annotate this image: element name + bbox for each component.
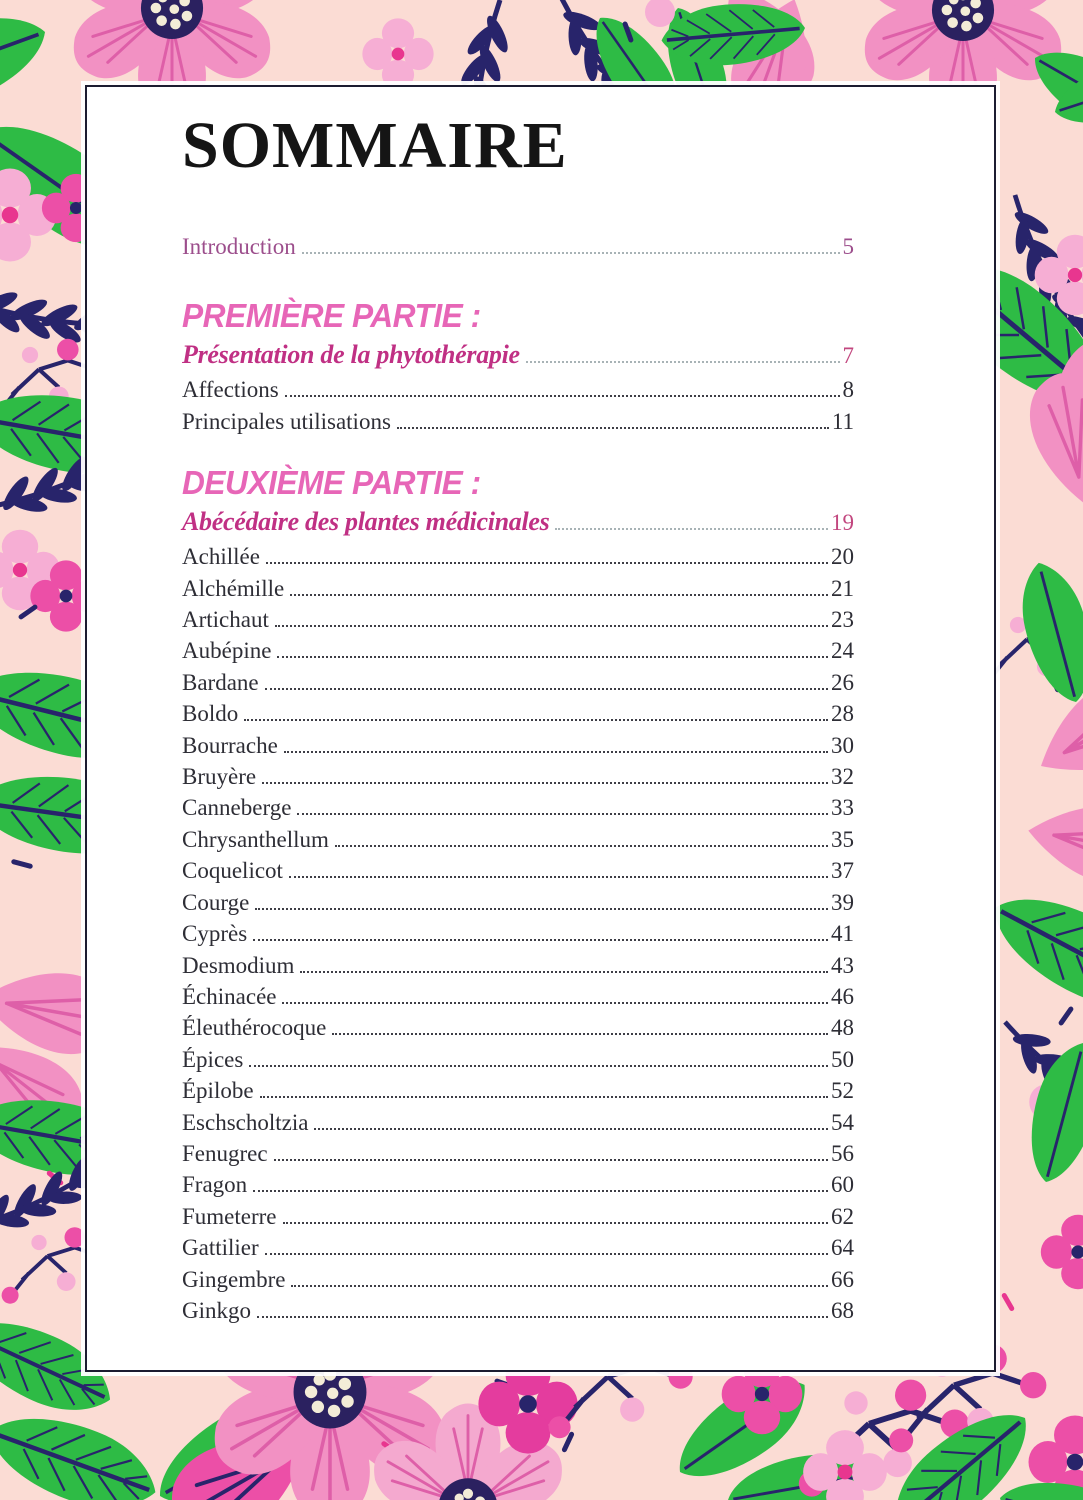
toc-row <box>182 374 854 405</box>
toc-leader-dots <box>526 361 840 363</box>
toc-page-number: 30 <box>831 732 854 758</box>
toc-page-number: 24 <box>831 638 854 664</box>
toc-leader-dots <box>314 1128 828 1130</box>
toc-entry-label: Alchémille <box>182 575 285 601</box>
toc-entry-label: Affections <box>182 377 279 403</box>
toc-leader-dots <box>260 1096 828 1098</box>
toc-row <box>182 667 854 698</box>
toc-leader-dots <box>275 625 828 627</box>
toc-leader-dots <box>335 845 828 847</box>
toc-row <box>182 855 854 886</box>
toc-page-number: 20 <box>831 544 854 570</box>
toc-entry-label: Éleuthérocoque <box>182 1015 327 1041</box>
toc-leader-dots <box>289 876 828 878</box>
toc-row <box>182 1264 854 1295</box>
toc-row <box>182 792 854 823</box>
part1-item-list <box>182 374 854 437</box>
toc-row <box>182 1107 854 1138</box>
toc-row <box>182 1138 854 1169</box>
toc-row <box>182 918 854 949</box>
toc-leader-dots <box>282 1002 828 1004</box>
toc-page-number: 5 <box>842 234 854 259</box>
toc-entry-label: Épilobe <box>182 1078 254 1104</box>
toc-page-number: 21 <box>831 575 854 601</box>
toc-entry-label: Boldo <box>182 701 239 727</box>
toc-leader-dots <box>300 971 828 973</box>
toc-page-number: 48 <box>831 1015 854 1041</box>
toc-row <box>182 1012 854 1043</box>
toc-page-number: 66 <box>831 1266 854 1292</box>
toc-page-number: 26 <box>831 669 854 695</box>
toc-entry-label: Fumeterre <box>182 1203 277 1229</box>
toc-entry-label: Coquelicot <box>182 858 283 884</box>
toc-leader-dots <box>257 1316 828 1318</box>
toc-page-number: 54 <box>831 1109 854 1135</box>
toc-row <box>182 1201 854 1232</box>
part2-subtitle-row <box>182 504 854 541</box>
toc-row <box>182 1295 854 1326</box>
toc-page-number: 32 <box>831 764 854 790</box>
toc-leader-dots <box>397 427 829 429</box>
toc-leader-dots <box>255 908 828 910</box>
toc-page-number: 23 <box>831 607 854 633</box>
toc-leader-dots <box>262 782 828 784</box>
toc-leader-dots <box>265 688 828 690</box>
toc-row <box>182 1232 854 1263</box>
toc-row <box>182 541 854 572</box>
toc-leader-dots <box>283 1222 828 1224</box>
page-title: SOMMAIRE <box>182 109 568 182</box>
toc-page-number: 33 <box>831 795 854 821</box>
toc-leader-dots <box>249 1065 828 1067</box>
toc-entry-label: Ginkgo <box>182 1297 251 1323</box>
toc-page-number: 37 <box>831 858 854 884</box>
toc-entry-label: Bourrache <box>182 732 278 758</box>
toc-page-number: 50 <box>831 1046 854 1072</box>
toc-page-number: 52 <box>831 1078 854 1104</box>
toc-page-number: 19 <box>831 510 854 536</box>
toc-page-number: 46 <box>831 983 854 1009</box>
toc-row <box>182 698 854 729</box>
toc-entry-label: Bardane <box>182 669 259 695</box>
toc-entry-label: Gattilier <box>182 1235 259 1261</box>
toc-page-number: 39 <box>831 889 854 915</box>
toc-row <box>182 887 854 918</box>
toc-entry-label: Aubépine <box>182 638 272 664</box>
part1-subtitle-row <box>182 337 854 374</box>
toc-page-number: 35 <box>831 826 854 852</box>
toc-row <box>182 824 854 855</box>
toc-entry-label: Chrysanthellum <box>182 826 329 852</box>
toc-row <box>182 604 854 635</box>
toc-row <box>182 761 854 792</box>
toc-page-number: 68 <box>831 1297 854 1323</box>
toc-entry-label: Cyprès <box>182 921 248 947</box>
toc-entry-label: Épices <box>182 1046 244 1072</box>
part2-item-list <box>182 541 854 1326</box>
toc-entry-label: Achillée <box>182 544 260 570</box>
toc-row <box>182 730 854 761</box>
part2-heading: DEUXIÈME PARTIE : <box>182 464 481 502</box>
toc-leader-dots <box>253 1190 828 1192</box>
toc-entry-label: Bruyère <box>182 764 257 790</box>
toc-row <box>182 1044 854 1075</box>
toc-row-introduction <box>182 231 854 262</box>
toc-leader-dots <box>265 1253 828 1255</box>
toc-row <box>182 1169 854 1200</box>
toc-row <box>182 635 854 666</box>
toc-leader-dots <box>277 656 828 658</box>
toc-page-number: 56 <box>831 1140 854 1166</box>
toc-entry-label: Desmodium <box>182 952 295 978</box>
toc-entry-label: Eschscholtzia <box>182 1109 309 1135</box>
toc-entry-label: Fenugrec <box>182 1140 268 1166</box>
toc-page-number: 28 <box>831 701 854 727</box>
toc-leader-dots <box>284 751 828 753</box>
part2-subtitle-label: Abécédaire des plantes médicinales <box>182 507 550 537</box>
toc-page-number: 41 <box>831 921 854 947</box>
toc-entry-label: Canneberge <box>182 795 292 821</box>
part1-subtitle-label: Présentation de la phytothérapie <box>182 340 520 370</box>
toc-row <box>182 1075 854 1106</box>
toc-leader-dots <box>291 1285 828 1287</box>
toc-leader-dots <box>274 1159 828 1161</box>
toc-leader-dots <box>555 528 828 530</box>
part1-heading: PREMIÈRE PARTIE : <box>182 297 481 335</box>
toc-page-number: 11 <box>831 408 854 434</box>
toc-leader-dots <box>266 562 828 564</box>
toc-entry-label: Fragon <box>182 1172 248 1198</box>
toc-leader-dots <box>290 594 828 596</box>
toc-entry-label: Principales utilisations <box>182 408 391 434</box>
toc-page-number: 60 <box>831 1172 854 1198</box>
toc-leader-dots <box>285 395 840 397</box>
toc-row <box>182 981 854 1012</box>
toc-row <box>182 950 854 981</box>
toc-row <box>182 406 854 437</box>
toc-leader-dots <box>302 252 840 254</box>
toc-entry-label: Gingembre <box>182 1266 286 1292</box>
toc-page-number: 43 <box>831 952 854 978</box>
toc-page-number: 64 <box>831 1235 854 1261</box>
toc-page-number: 8 <box>842 377 854 403</box>
toc-leader-dots <box>244 719 828 721</box>
content-panel <box>85 85 996 1372</box>
toc-page-number: 7 <box>842 343 854 369</box>
toc-leader-dots <box>332 1033 828 1035</box>
toc-entry-label: Introduction <box>182 234 296 259</box>
toc-page-number: 62 <box>831 1203 854 1229</box>
toc-entry-label: Échinacée <box>182 983 277 1009</box>
toc-row <box>182 573 854 604</box>
toc-entry-label: Courge <box>182 889 250 915</box>
toc-entry-label: Artichaut <box>182 607 269 633</box>
toc-leader-dots <box>253 939 828 941</box>
toc-leader-dots <box>297 813 828 815</box>
